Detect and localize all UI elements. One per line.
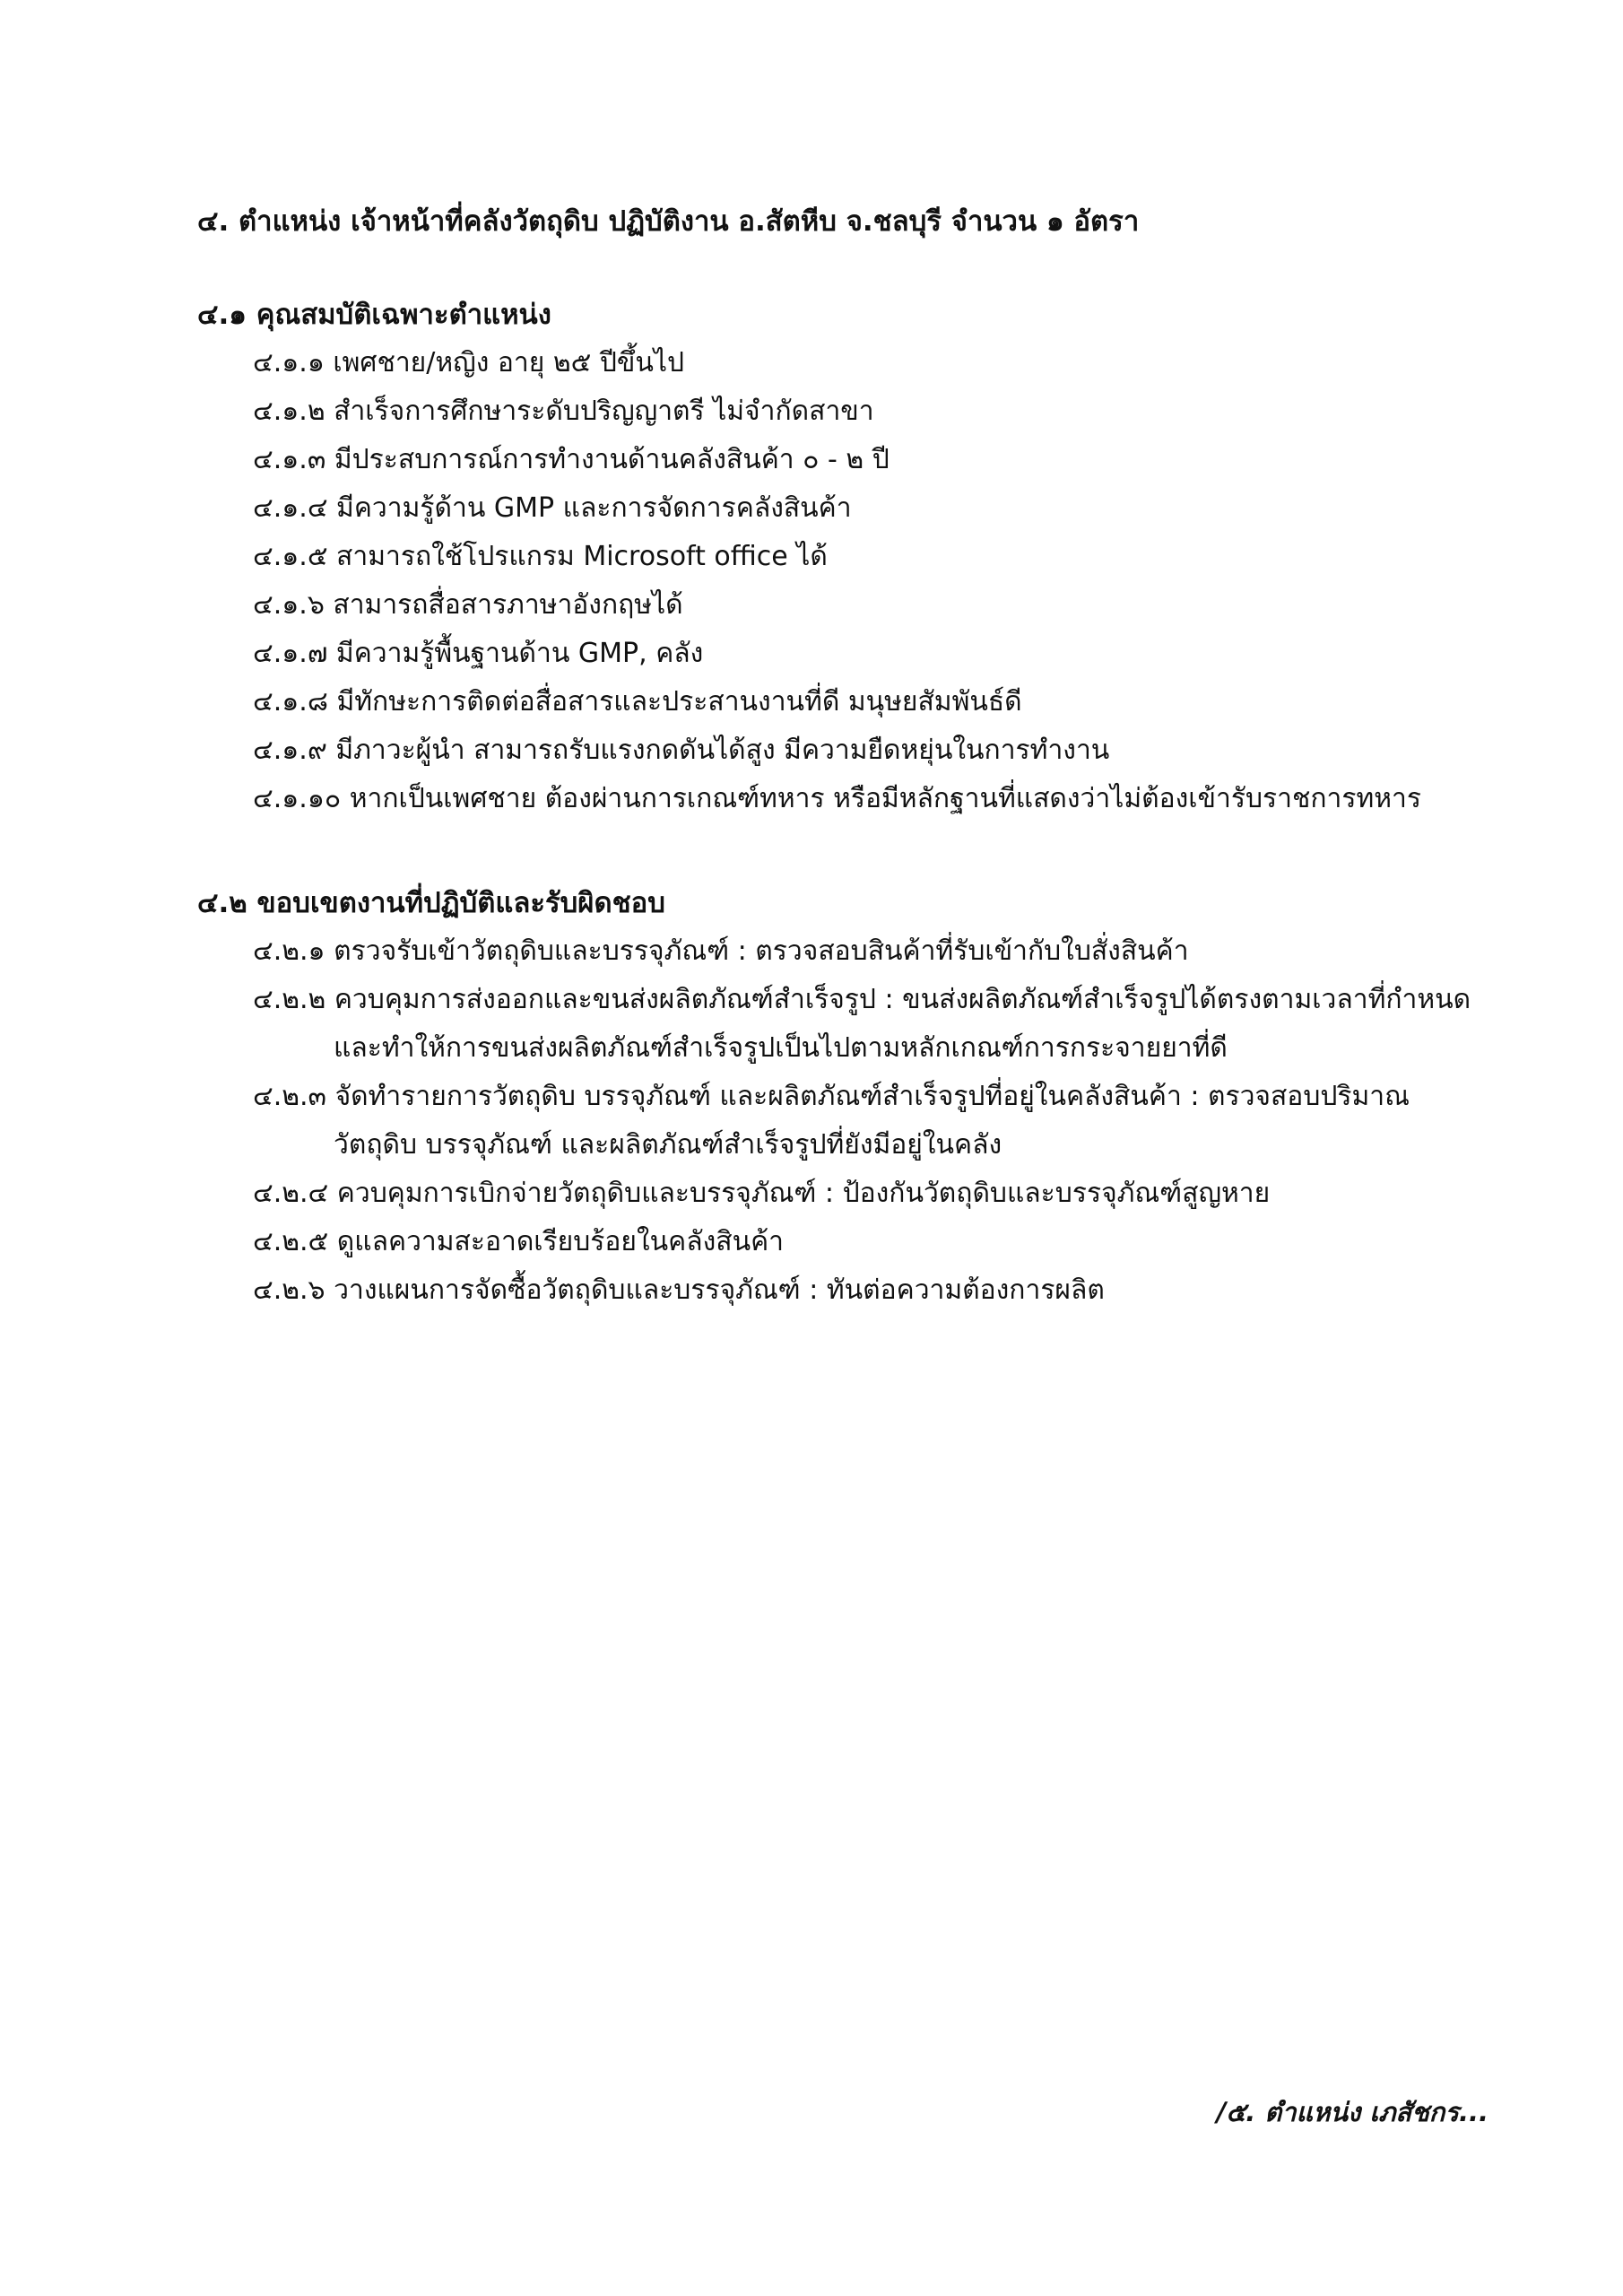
item-text: ๔.๑.๕ สามารถใช้โปรแกรม Microsoft office ได้: [253, 541, 828, 572]
responsibilities-list: [253, 927, 1526, 1315]
position-title: ๔. ตำแหน่ง เจ้าหน้าที่คลังวัตถุดิบ ปฏิบัติงาน อ.สัตหีบ จ.ชลบุรี จำนวน ๑ อัตรา: [197, 205, 1140, 238]
list-item: [253, 630, 1526, 678]
list-item: [253, 339, 1526, 387]
next-page-note: /๕. ตำแหน่ง เภสัชกร...: [1216, 2097, 1488, 2127]
list-item: [253, 581, 1526, 630]
list-item: [253, 533, 1526, 581]
item-text: ๔.๑.๒ สำเร็จการศึกษาระดับปริญญาตรี ไม่จำกัดสาขา: [253, 396, 874, 427]
item-text: ๔.๑.๑๐ หากเป็นเพศชาย ต้องผ่านการเกณฑ์ทหาร หรือมีหลักฐานที่แสดงว่าไม่ต้องเข้ารับราชการทหาร: [253, 783, 1421, 814]
list-item: [253, 1218, 1526, 1266]
item-text: ๔.๑.๑ เพศชาย/หญิง อายุ ๒๕ ปีขึ้นไป: [253, 347, 685, 378]
list-item: [253, 976, 1526, 1073]
list-item: [253, 678, 1526, 726]
item-text: ๔.๑.๘ มีทักษะการติดต่อสื่อสารและประสานงานที่ดี มนุษยสัมพันธ์ดี: [253, 686, 1022, 718]
item-text: ๔.๑.๔ มีความรู้ด้าน GMP และการจัดการคลังสินค้า: [253, 492, 852, 524]
item-text: ๔.๒.๑ ตรวจรับเข้าวัตถุดิบและบรรจุภัณฑ์ : ตรวจสอบสินค้าที่รับเข้ากับใบสั่งสินค้า: [253, 935, 1189, 967]
item-continuation: วัตถุดิบ บรรจุภัณฑ์ และผลิตภัณฑ์สำเร็จรูปที่ยังมีอยู่ในคลัง: [334, 1129, 1002, 1161]
item-text: ๔.๑.๙ มีภาวะผู้นำ สามารถรับแรงกดดันได้สูง มีความยืดหยุ่นในการทำงาน: [253, 735, 1110, 766]
list-item: [253, 1266, 1526, 1315]
list-item: [253, 726, 1526, 775]
list-item: [253, 1073, 1526, 1170]
qualifications-list: [253, 339, 1526, 823]
item-text: ๔.๑.๖ สามารถสื่อสารภาษาอังกฤษได้: [253, 589, 683, 621]
item-text: ๔.๒.๓ จัดทำรายการวัตถุดิบ บรรจุภัณฑ์ และผลิตภัณฑ์สำเร็จรูปที่อยู่ในคลังสินค้า : ตรวจสอบปริมาณ: [253, 1081, 1410, 1112]
list-item: [253, 775, 1526, 823]
item-text: ๔.๑.๓ มีประสบการณ์การทำงานด้านคลังสินค้า ๐ - ๒ ปี: [253, 444, 890, 475]
list-item: [253, 484, 1526, 533]
section-heading-responsibilities: ๔.๒ ขอบเขตงานที่ปฏิบัติและรับผิดชอบ: [197, 887, 665, 919]
item-text: ๔.๒.๒ ควบคุมการส่งออกและขนส่งผลิตภัณฑ์สำเร็จรูป : ขนส่งผลิตภัณฑ์สำเร็จรูปได้ตรงตามเวลาที่กำหนด: [253, 984, 1471, 1015]
item-text: ๔.๒.๖ วางแผนการจัดซื้อวัตถุดิบและบรรจุภัณฑ์ : ทันต่อความต้องการผลิต: [253, 1274, 1105, 1306]
list-item: [253, 387, 1526, 436]
list-item: [253, 436, 1526, 484]
item-text: ๔.๒.๔ ควบคุมการเบิกจ่ายวัตถุดิบและบรรจุภัณฑ์ : ป้องกันวัตถุดิบและบรรจุภัณฑ์สูญหาย: [253, 1178, 1271, 1209]
item-text: ๔.๒.๕ ดูแลความสะอาดเรียบร้อยในคลังสินค้า: [253, 1226, 784, 1257]
item-text: ๔.๑.๗ มีความรู้พื้นฐานด้าน GMP, คลัง: [253, 638, 704, 669]
section-heading-qualifications: ๔.๑ คุณสมบัติเฉพาะตำแหน่ง: [197, 299, 551, 331]
list-item: [253, 927, 1526, 976]
item-continuation: และทำให้การขนส่งผลิตภัณฑ์สำเร็จรูปเป็นไปตามหลักเกณฑ์การกระจายยาที่ดี: [334, 1032, 1228, 1064]
list-item: [253, 1170, 1526, 1218]
